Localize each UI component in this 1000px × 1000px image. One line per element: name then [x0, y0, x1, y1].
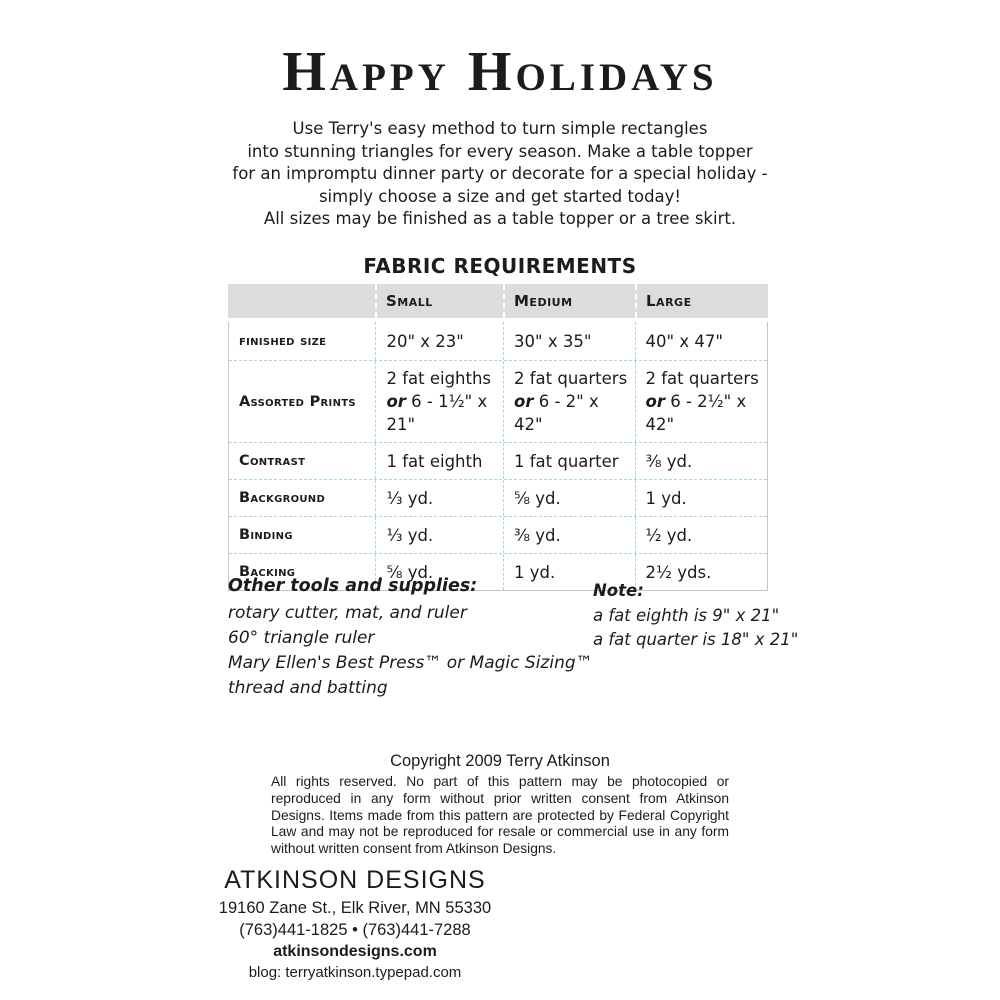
table-cell: 30" x 35": [503, 322, 635, 360]
table-cell: 2 fat quarters or 6 - 2" x 42": [503, 361, 635, 442]
description-line: for an impromptu dinner party or decorate for a special holiday -: [232, 164, 768, 183]
table-cell: 1 yd.: [503, 554, 635, 590]
table-row: [229, 442, 767, 479]
table-body: [228, 322, 768, 591]
table-cell: ½ yd.: [635, 517, 768, 553]
fabric-requirements-heading: FABRIC REQUIREMENTS: [363, 254, 637, 278]
table-header-small: Small: [375, 284, 503, 318]
tools-item: 60° triangle ruler: [228, 628, 375, 648]
tools-and-supplies: [228, 574, 593, 701]
tools-heading: Other tools and supplies:: [228, 576, 478, 596]
note-heading: Note:: [593, 581, 644, 600]
table-cell: 2 fat quarters or 6 - 2½" x 42": [635, 361, 768, 442]
table-cell: 20" x 23": [375, 322, 503, 360]
table-cell: ⅜ yd.: [503, 517, 635, 553]
row-label: Assorted Prints: [239, 393, 356, 410]
fat-quarter-note: [593, 579, 798, 652]
table-header-large: Large: [635, 284, 768, 318]
publisher-website: atkinsondesigns.com: [273, 943, 437, 960]
publisher-block: [200, 866, 510, 981]
or-label: or: [386, 392, 406, 411]
table-header-medium: Medium: [503, 284, 635, 318]
page-title: Happy Holidays: [282, 41, 718, 103]
description-line: simply choose a size and get started today!: [318, 186, 682, 206]
table-cell: ⅜ yd.: [635, 443, 768, 479]
or-label: or: [645, 392, 665, 411]
table-row: [229, 322, 767, 360]
table-header-blank: [228, 284, 375, 318]
or-label: or: [513, 392, 534, 411]
description-line: All sizes may be finished as a table topper or a tree skirt.: [263, 209, 737, 228]
fabric-requirements-table: [228, 284, 768, 591]
pattern-description: [0, 118, 1000, 231]
copyright-text: All rights reserved. No part of this pattern may be photocopied or reproduced in any form without prior written consent from Atkinson Designs. Items made from this pattern are protected by Federal Copyright Law and may not be reproduced for resale or commercial use in any form without written consent from Atkinson Designs.: [271, 774, 729, 857]
note-line: a fat quarter is 18" x 21": [593, 630, 799, 649]
row-label: Backing: [239, 564, 296, 580]
table-cell: ⅝ yd.: [375, 554, 503, 590]
table-cell: ⅓ yd.: [375, 480, 503, 516]
table-cell: 2½ yds.: [635, 554, 768, 590]
row-label: Binding: [239, 527, 293, 543]
note-line: a fat eighth is 9" x 21": [593, 606, 780, 625]
publisher-phones: (763)441-1825 • (763)441-7288: [239, 921, 471, 939]
tools-item: rotary cutter, mat, and ruler: [228, 603, 467, 623]
table-cell: ⅝ yd.: [503, 480, 635, 516]
table-cell: 1 fat eighth: [375, 443, 503, 479]
description-line: Use Terry's easy method to turn simple rectangles: [292, 119, 708, 138]
table-header-row: [228, 284, 768, 318]
tools-item: thread and batting: [228, 678, 388, 698]
table-cell: 2 fat eighths or 6 - 1½" x 21": [375, 361, 503, 442]
table-cell: 1 fat quarter: [503, 443, 635, 479]
copyright-block: [230, 752, 770, 858]
description-line: into stunning triangles for every season. Make a table topper: [247, 141, 753, 161]
table-row: [229, 516, 767, 553]
table-row: [229, 360, 767, 442]
publisher-address: 19160 Zane St., Elk River, MN 55330: [218, 899, 492, 917]
tools-item: Mary Ellen's Best Press™ or Magic Sizing™: [228, 653, 593, 673]
row-label: Contrast: [239, 453, 306, 469]
publisher-blog: blog: terryatkinson.typepad.com: [248, 964, 462, 981]
table-cell: ⅓ yd.: [375, 517, 503, 553]
row-label: Background: [239, 490, 326, 506]
table-cell: 1 yd.: [635, 480, 768, 516]
table-cell: 40" x 47": [635, 322, 768, 360]
copyright-heading: Copyright 2009 Terry Atkinson: [390, 752, 610, 770]
row-label: finished size: [239, 333, 327, 349]
publisher-name: ATKINSON DESIGNS: [224, 866, 486, 894]
table-row: [229, 479, 767, 516]
